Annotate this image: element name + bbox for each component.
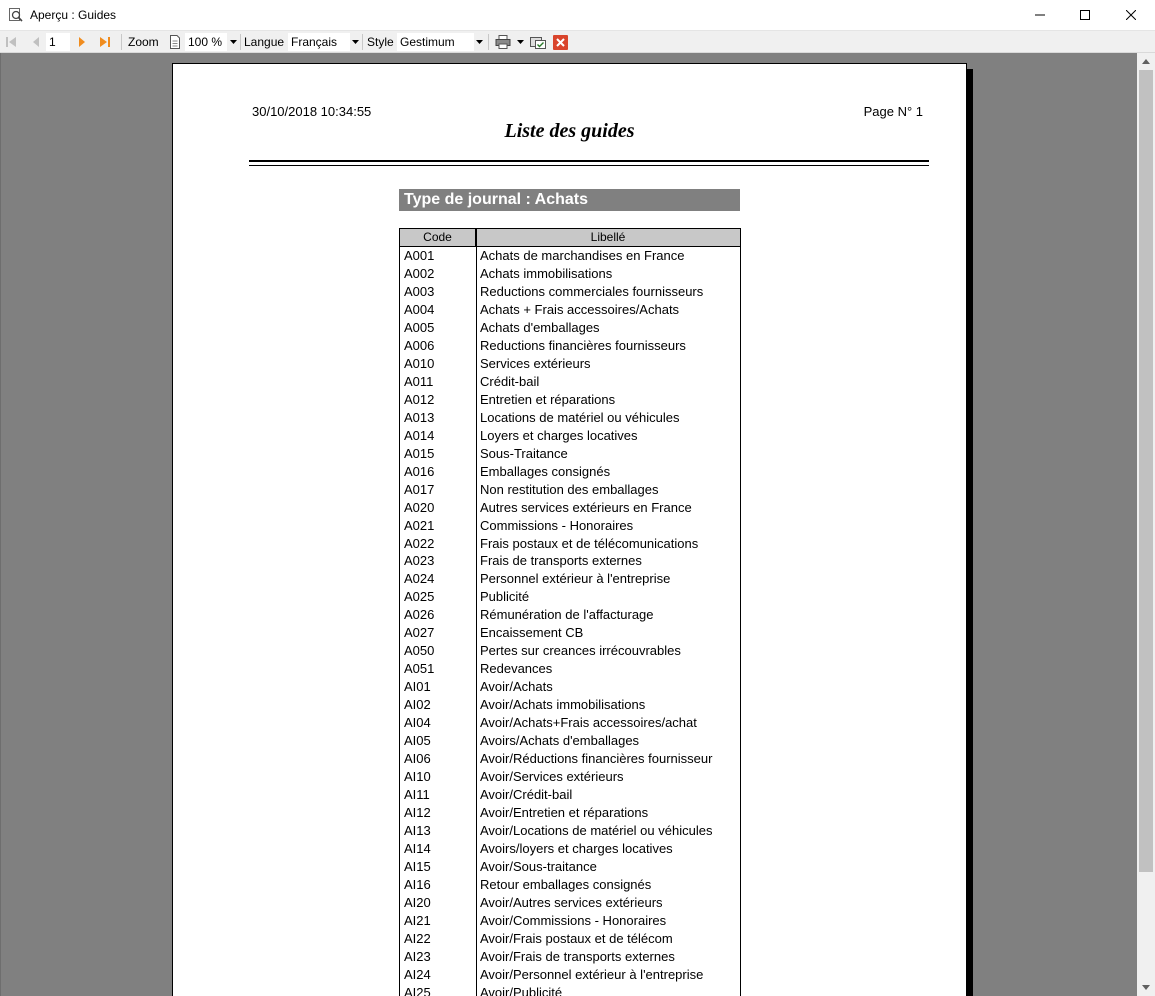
vertical-scrollbar[interactable] xyxy=(1137,53,1155,996)
row-libelle: Publicité xyxy=(480,589,530,605)
preview-area[interactable] xyxy=(0,53,1137,996)
last-page-button[interactable] xyxy=(99,31,111,53)
next-page-icon xyxy=(76,36,88,48)
table-row xyxy=(400,678,740,696)
row-libelle: Frais de transports externes xyxy=(480,553,642,569)
header-rule xyxy=(249,160,929,162)
table-row xyxy=(400,930,740,948)
table-row xyxy=(400,283,740,301)
row-libelle: Rémunération de l'affacturage xyxy=(480,607,654,623)
row-libelle: Non restitution des emballages xyxy=(480,481,659,497)
table-row xyxy=(400,984,740,996)
previous-page-button[interactable] xyxy=(30,31,42,53)
table-row xyxy=(400,858,740,876)
row-libelle: Sous-Traitance xyxy=(480,445,568,461)
minimize-button[interactable] xyxy=(1017,0,1063,30)
row-code: A012 xyxy=(404,391,435,407)
row-code: AI21 xyxy=(404,912,431,928)
row-code: A021 xyxy=(404,517,435,533)
row-libelle: Emballages consignés xyxy=(480,463,611,479)
row-code: A026 xyxy=(404,607,435,623)
row-code: A050 xyxy=(404,643,435,659)
row-code: AI25 xyxy=(404,984,431,996)
table-row xyxy=(400,660,740,678)
zoom-dropdown-button[interactable] xyxy=(227,33,239,51)
close-icon xyxy=(1126,10,1136,20)
column-header-libelle: Libellé xyxy=(590,230,626,244)
row-code: AI13 xyxy=(404,823,431,838)
row-code: AI04 xyxy=(404,715,431,731)
previous-page-icon xyxy=(30,36,42,48)
row-code: A051 xyxy=(404,661,435,677)
scrollbar-thumb[interactable] xyxy=(1139,70,1153,872)
row-libelle: Avoir/Autres services extérieurs xyxy=(480,894,663,910)
close-icon xyxy=(553,35,568,50)
row-libelle: Achats d'emballages xyxy=(480,319,600,335)
preview-icon xyxy=(8,7,24,23)
toolbar-separator xyxy=(362,34,363,50)
table-row xyxy=(400,319,740,337)
row-code: A014 xyxy=(404,427,435,443)
row-libelle: Encaissement CB xyxy=(480,625,584,641)
table-row xyxy=(400,409,740,427)
table-row xyxy=(400,535,740,553)
table-row xyxy=(400,337,740,355)
zoom-label: Zoom xyxy=(128,35,159,49)
table-row xyxy=(400,552,740,570)
table-row xyxy=(400,840,740,858)
next-page-button[interactable] xyxy=(76,31,88,53)
row-code: AI20 xyxy=(404,894,431,910)
row-libelle: Reductions financières fournisseurs xyxy=(480,337,686,353)
row-libelle: Avoir/Achats+Frais accessoires/achat xyxy=(480,715,697,731)
row-code: AI12 xyxy=(404,805,431,821)
printer-icon xyxy=(495,35,511,49)
row-code: A024 xyxy=(404,571,435,587)
row-code: A017 xyxy=(404,481,435,497)
row-libelle: Locations de matériel ou véhicules xyxy=(480,409,680,425)
row-code: A006 xyxy=(404,337,435,353)
table-row xyxy=(400,822,740,840)
row-libelle: Avoirs/loyers et charges locatives xyxy=(480,840,673,856)
row-code: AI10 xyxy=(404,769,431,785)
row-libelle: Loyers et charges locatives xyxy=(480,427,638,443)
table-row xyxy=(400,714,740,732)
row-code: A003 xyxy=(404,283,435,299)
row-code: AI14 xyxy=(404,840,431,856)
column-header-code: Code xyxy=(400,229,476,246)
row-libelle: Avoir/Locations de matériel ou véhicules xyxy=(480,823,713,838)
row-code: AI22 xyxy=(404,930,431,946)
table-header xyxy=(400,229,740,247)
table-row xyxy=(400,265,740,283)
row-code: AI06 xyxy=(404,751,431,767)
row-libelle: Personnel extérieur à l'entreprise xyxy=(480,571,671,587)
table-row xyxy=(400,499,740,517)
row-code: A013 xyxy=(404,409,435,425)
table-row xyxy=(400,301,740,319)
row-code: AI23 xyxy=(404,948,431,964)
row-libelle: Crédit-bail xyxy=(480,373,540,389)
table-row xyxy=(400,445,740,463)
scroll-down-button[interactable] xyxy=(1137,979,1155,996)
column-divider xyxy=(476,229,477,996)
langue-select[interactable]: Français xyxy=(288,33,350,51)
table-row xyxy=(400,391,740,409)
close-preview-button[interactable] xyxy=(553,31,568,53)
table-row xyxy=(400,966,740,984)
first-page-icon xyxy=(5,36,17,48)
table-row xyxy=(400,570,740,588)
row-libelle: Achats immobilisations xyxy=(480,265,613,281)
table-row xyxy=(400,696,740,714)
toolbar-separator xyxy=(488,34,489,50)
row-libelle: Avoir/Services extérieurs xyxy=(480,769,624,785)
style-select[interactable]: Gestimum xyxy=(397,33,474,51)
row-code: AI11 xyxy=(404,787,430,803)
row-code: A005 xyxy=(404,319,435,335)
close-window-button[interactable] xyxy=(1108,0,1154,30)
row-libelle: Avoir/Publicité xyxy=(480,984,563,996)
row-libelle: Achats de marchandises en France xyxy=(480,248,685,263)
row-libelle: Avoir/Achats xyxy=(480,679,553,695)
table-row xyxy=(400,373,740,391)
row-libelle: Avoir/Sous-traitance xyxy=(480,858,597,874)
page-icon xyxy=(169,31,181,53)
row-code: AI02 xyxy=(404,697,431,713)
table-row xyxy=(400,624,740,642)
row-code: AI24 xyxy=(404,966,431,982)
chevron-up-icon xyxy=(1142,59,1150,64)
page-number-input[interactable] xyxy=(46,33,70,51)
row-code: AI01 xyxy=(404,679,431,695)
window-title: Aperçu : Guides xyxy=(30,8,117,22)
row-libelle: Avoir/Entretien et réparations xyxy=(480,805,649,821)
maximize-icon xyxy=(1080,10,1090,20)
row-libelle: Frais postaux et de télécomunications xyxy=(480,535,699,551)
row-libelle: Retour emballages consignés xyxy=(480,876,652,892)
chevron-down-icon xyxy=(476,40,483,44)
table-row xyxy=(400,463,740,481)
row-libelle: Pertes sur creances irrécouvrables xyxy=(480,643,681,659)
table-row xyxy=(400,427,740,445)
table-row xyxy=(400,894,740,912)
header-rule xyxy=(249,165,929,166)
row-code: A025 xyxy=(404,589,435,605)
chevron-down-icon xyxy=(517,40,524,44)
table-body xyxy=(400,247,740,996)
table-row xyxy=(400,750,740,768)
chevron-down-icon xyxy=(352,40,359,44)
first-page-button[interactable] xyxy=(5,31,17,53)
row-code: A016 xyxy=(404,463,435,479)
report-title: Liste des guides xyxy=(504,120,635,142)
table-row xyxy=(400,768,740,786)
report-date: 30/10/2018 10:34:55 xyxy=(252,104,372,119)
row-libelle: Commissions - Honoraires xyxy=(480,517,634,533)
table-row xyxy=(400,642,740,660)
row-code: A004 xyxy=(404,301,435,317)
row-libelle: Services extérieurs xyxy=(480,355,591,371)
report-page xyxy=(172,63,967,996)
row-libelle: Autres services extérieurs en France xyxy=(480,499,692,515)
row-libelle: Redevances xyxy=(480,661,553,677)
journal-type-heading: Type de journal : Achats xyxy=(399,189,740,211)
table-row xyxy=(400,732,740,750)
toolbar xyxy=(0,31,1155,53)
print-dropdown-button[interactable] xyxy=(514,33,526,51)
row-libelle: Avoir/Personnel extérieur à l'entreprise xyxy=(480,966,704,982)
print-button[interactable] xyxy=(495,31,511,53)
toolbar-separator xyxy=(240,34,241,50)
guides-table xyxy=(399,228,741,996)
row-code: A020 xyxy=(404,499,435,515)
table-row xyxy=(400,481,740,499)
row-libelle: Avoir/Frais de transports externes xyxy=(480,948,675,964)
row-code: A023 xyxy=(404,553,435,569)
row-code: A011 xyxy=(404,373,434,389)
row-libelle: Avoir/Commissions - Honoraires xyxy=(480,912,667,928)
table-row xyxy=(400,355,740,373)
row-code: A027 xyxy=(404,625,435,641)
table-row xyxy=(400,606,740,624)
row-code: A002 xyxy=(404,265,435,281)
title-bar xyxy=(0,0,1155,31)
row-code: A001 xyxy=(404,248,435,263)
row-libelle: Reductions commerciales fournisseurs xyxy=(480,283,704,299)
row-libelle: Avoir/Réductions financières fournisseur xyxy=(480,751,713,767)
row-libelle: Entretien et réparations xyxy=(480,391,616,407)
row-libelle: Avoir/Frais postaux et de télécom xyxy=(480,930,673,946)
row-code: AI15 xyxy=(404,858,431,874)
minimize-icon xyxy=(1035,10,1045,20)
row-libelle: Avoirs/Achats d'emballages xyxy=(480,733,640,749)
row-code: A010 xyxy=(404,355,435,371)
export-button[interactable] xyxy=(530,31,546,53)
table-row xyxy=(400,876,740,894)
row-code: AI16 xyxy=(404,876,431,892)
table-row xyxy=(400,912,740,930)
langue-dropdown-button[interactable] xyxy=(349,33,361,51)
chevron-down-icon xyxy=(230,40,237,44)
toolbar-separator xyxy=(121,34,122,50)
row-code: A022 xyxy=(404,535,435,551)
table-row xyxy=(400,948,740,966)
row-code: A015 xyxy=(404,445,435,461)
style-label: Style xyxy=(367,35,394,49)
langue-label: Langue xyxy=(244,35,285,49)
table-row xyxy=(400,247,740,265)
report-page-number: Page N° 1 xyxy=(863,104,923,119)
last-page-icon xyxy=(99,36,111,48)
scroll-up-button[interactable] xyxy=(1137,53,1155,70)
zoom-select[interactable]: 100 % xyxy=(185,33,227,51)
chevron-down-icon xyxy=(1142,985,1150,990)
table-row xyxy=(400,588,740,606)
table-row xyxy=(400,804,740,822)
row-libelle: Avoir/Achats immobilisations xyxy=(480,697,646,713)
row-libelle: Achats + Frais accessoires/Achats xyxy=(480,301,680,317)
row-code: AI05 xyxy=(404,733,431,749)
table-row xyxy=(400,517,740,535)
table-row xyxy=(400,786,740,804)
style-dropdown-button[interactable] xyxy=(473,33,485,51)
export-icon xyxy=(530,35,546,49)
maximize-button[interactable] xyxy=(1062,0,1108,30)
row-libelle: Avoir/Crédit-bail xyxy=(480,787,573,803)
